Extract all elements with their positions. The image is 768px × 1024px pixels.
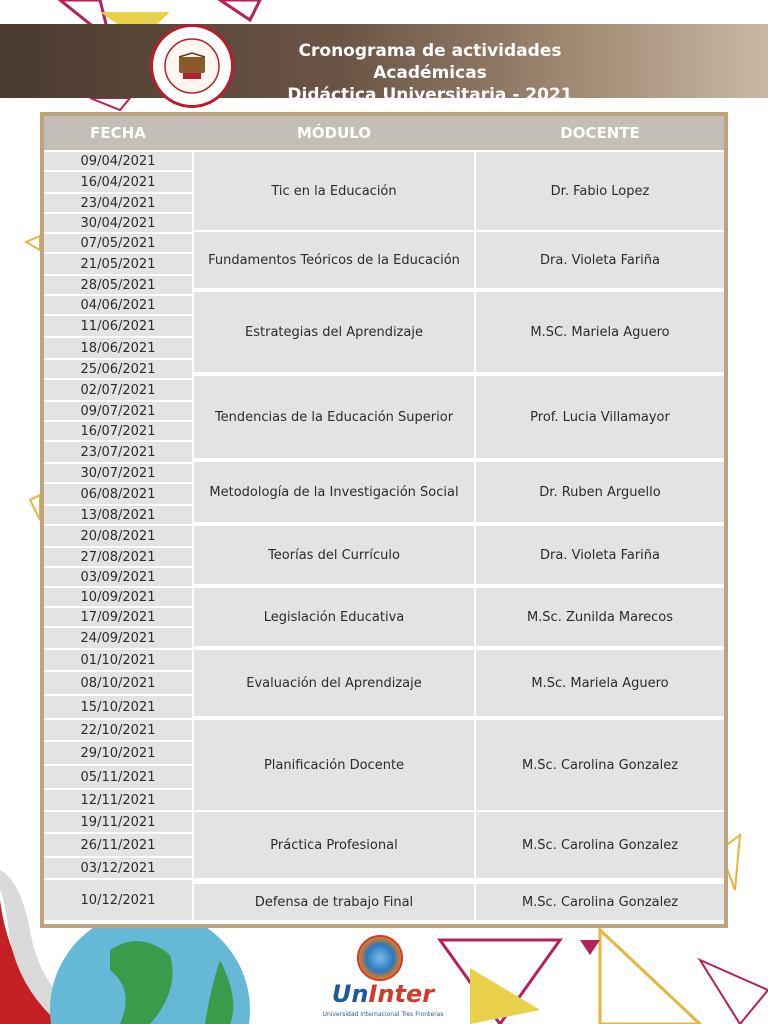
- date-cell: 28/05/2021: [44, 276, 192, 294]
- date-cell: 04/06/2021: [44, 296, 192, 314]
- date-cell: 23/07/2021: [44, 442, 192, 462]
- module-cell: Evaluación del Aprendizaje: [194, 650, 474, 716]
- date-cell: 19/11/2021: [44, 812, 192, 832]
- teacher-cell: M.Sc. Carolina Gonzalez: [476, 812, 724, 878]
- date-cell: 03/09/2021: [44, 568, 192, 586]
- logo-part-1: Un: [331, 980, 369, 1008]
- date-cell: 23/04/2021: [44, 194, 192, 212]
- header-teacher: DOCENTE: [560, 124, 640, 142]
- date-cell: 30/07/2021: [44, 464, 192, 482]
- teacher-cell: Dra. Violeta Fariña: [476, 526, 724, 584]
- teacher-cell: M.Sc. Zunilda Marecos: [476, 588, 724, 646]
- date-cell: 20/08/2021: [44, 526, 192, 546]
- date-cell: 10/09/2021: [44, 588, 192, 606]
- teacher-cell: M.Sc. Carolina Gonzalez: [476, 884, 724, 920]
- module-cell: Metodología de la Investigación Social: [194, 462, 474, 522]
- logo-part-2: Inter: [368, 980, 435, 1008]
- uninter-logo: [318, 980, 448, 1008]
- module-cell: Estrategias del Aprendizaje: [194, 292, 474, 372]
- teacher-cell: M.Sc. Carolina Gonzalez: [476, 720, 724, 810]
- date-cell: 30/04/2021: [44, 214, 192, 232]
- teacher-cell: M.SC. Mariela Aguero: [476, 292, 724, 372]
- title-line-1: Cronograma de actividades Académicas: [298, 41, 562, 83]
- page-title: [240, 40, 620, 106]
- uninter-logo-icon: [357, 935, 403, 981]
- module-cell: Teorías del Currículo: [194, 526, 474, 584]
- date-cell: 09/04/2021: [44, 152, 192, 170]
- title-line-2: Didáctica Universitaria - 2021: [287, 85, 573, 105]
- date-cell: 13/08/2021: [44, 506, 192, 524]
- date-cell: 06/08/2021: [44, 484, 192, 504]
- date-cell: 02/07/2021: [44, 380, 192, 400]
- table-header: [44, 116, 724, 150]
- date-cell: 18/06/2021: [44, 338, 192, 358]
- module-cell: Práctica Profesional: [194, 812, 474, 878]
- date-cell: 24/09/2021: [44, 628, 192, 648]
- date-cell: 01/10/2021: [44, 650, 192, 670]
- module-cell: Defensa de trabajo Final: [194, 884, 474, 920]
- date-cell: 15/10/2021: [44, 696, 192, 718]
- date-cell: 08/10/2021: [44, 672, 192, 694]
- date-cell: 11/06/2021: [44, 316, 192, 336]
- module-cell: Fundamentos Teóricos de la Educación: [194, 232, 474, 288]
- teacher-cell: Dra. Violeta Fariña: [476, 232, 724, 288]
- date-cell: 12/11/2021: [44, 790, 192, 810]
- logo-tagline: Universidad Internacional Tres Fronteras: [322, 1011, 444, 1018]
- teacher-cell: Dr. Ruben Arguello: [476, 462, 724, 522]
- university-seal: [150, 24, 234, 108]
- module-cell: Planificación Docente: [194, 720, 474, 810]
- date-cell: 27/08/2021: [44, 548, 192, 566]
- date-cell: 05/11/2021: [44, 766, 192, 788]
- header-module: MÓDULO: [296, 124, 372, 142]
- date-cell: 25/06/2021: [44, 360, 192, 378]
- date-cell: 29/10/2021: [44, 742, 192, 764]
- date-cell: 09/07/2021: [44, 402, 192, 420]
- date-cell: 16/07/2021: [44, 422, 192, 440]
- date-cell: 21/05/2021: [44, 254, 192, 274]
- date-cell: 03/12/2021: [44, 858, 192, 878]
- date-cell: 16/04/2021: [44, 172, 192, 192]
- module-cell: Tendencias de la Educación Superior: [194, 376, 474, 458]
- teacher-cell: Prof. Lucia Villamayor: [476, 376, 724, 458]
- date-cell: 26/11/2021: [44, 834, 192, 856]
- module-cell: Tic en la Educación: [194, 152, 474, 230]
- teacher-cell: M.Sc. Mariela Aguero: [476, 650, 724, 716]
- date-cell: 07/05/2021: [44, 234, 192, 252]
- teacher-cell: Dr. Fabio Lopez: [476, 152, 724, 230]
- date-cell: 10/12/2021: [44, 880, 192, 920]
- schedule-table: [40, 112, 728, 928]
- header-date: FECHA: [90, 124, 146, 142]
- module-cell: Legislación Educativa: [194, 588, 474, 646]
- schedule-table-body: [44, 116, 724, 924]
- date-cell: 22/10/2021: [44, 720, 192, 740]
- date-cell: 17/09/2021: [44, 608, 192, 626]
- seal-emblem-icon: [153, 27, 231, 105]
